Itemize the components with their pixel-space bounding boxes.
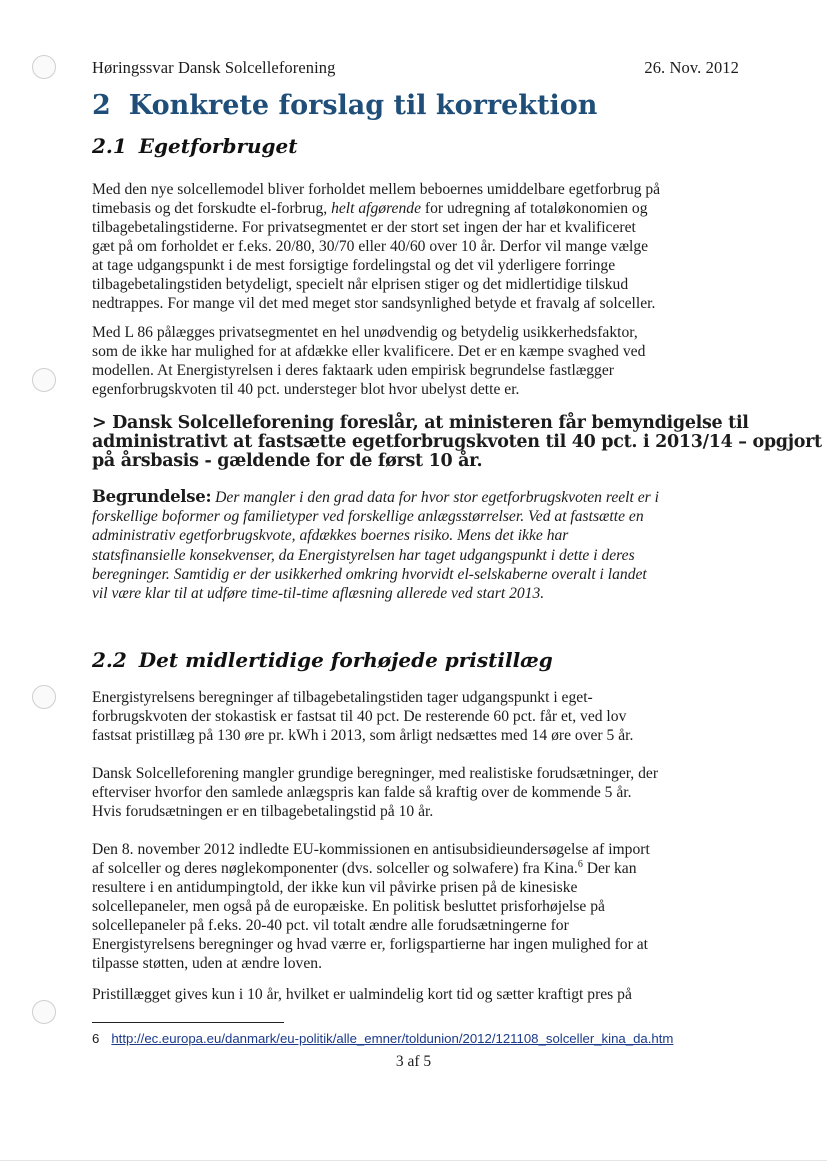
- section-2-1-heading: [92, 134, 297, 158]
- footnote-link[interactable]: http://ec.europa.eu/danmark/eu-politik/alle_emner/toldunion/2012/121108_solceller_kina_da.htm: [111, 1031, 674, 1046]
- text-line: fastsat pristillæg på 130 øre pr. kWh i 2013, som årligt nedsættes med 14 øre over 5 år.: [92, 727, 634, 744]
- paragraph-pristillaeg-4: [92, 985, 742, 1004]
- text-line: Begrundelse: Der mangler i den grad data for hvor stor egetforbrugskvoten reelt er i: [92, 487, 659, 506]
- text-line: administrativ egetforbrugskvote, afdækkes boernes risiko. Mens det ikke har: [92, 527, 569, 545]
- text-line: beregninger. Samtidig er der usikkerhed omkring hvorvidt el-selskaberne overalt i landet: [92, 565, 647, 583]
- text-line: Pristillægget gives kun i 10 år, hvilket er ualmindelig kort tid og sætter kraftigt pres på: [92, 986, 632, 1003]
- section-2-heading: [92, 90, 597, 121]
- binder-hole-3: [32, 685, 56, 709]
- text-line: egenforbrugskvoten til 40 pct. understeger blot hvor ubelyst dette er.: [92, 381, 520, 398]
- binder-hole-4: [32, 1000, 56, 1024]
- section-2-1-title: Egetforbruget: [138, 134, 298, 158]
- justification: [92, 487, 742, 603]
- text-line: vil være klar til at udføre time-til-time aflæsning allerede ved start 2013.: [92, 585, 545, 603]
- section-2-2-title: Det midlertidige forhøjede pristillæg: [138, 648, 553, 672]
- page-bottom-divider: [0, 1160, 827, 1161]
- footnote-reference[interactable]: 6: [577, 858, 583, 870]
- text-line: forskellige boformer og familietyper ved forskellige anlægsstørrelser. Ved at fastsætte en: [92, 508, 644, 526]
- text-line: tilbagebetalingstiderne. For privatsegmentet er der stort set ingen der har et kvalificeret: [92, 219, 636, 236]
- section-2-2-number: 2.2: [92, 648, 127, 672]
- text-line: på årsbasis - gældende for de først 10 år.: [92, 451, 483, 471]
- text-line: gæt på om forholdet er f.eks. 20/80, 30/70 eller 40/60 over 10 år. Derfor vil mange vælge: [92, 238, 649, 255]
- section-2-number: 2: [92, 90, 111, 121]
- text-line: administrativt at fastsætte egetforbrugskvoten til 40 pct. i 2013/14 – opgjort: [92, 432, 822, 452]
- text-line: efterviser hvorfor den samlede anlægspris kan falde så kraftig over de kommende 5 år.: [92, 784, 632, 801]
- binder-hole-1: [32, 55, 56, 79]
- text-line: tilbagebetalingstiden betydeligt, specielt når elprisen stiger og det midlertidige tilskud: [92, 276, 629, 293]
- paragraph-egetforbrug-1: [92, 180, 742, 313]
- text-line: Den 8. november 2012 indledte EU-kommissionen en antisubsidieundersøgelse af import: [92, 841, 650, 858]
- text-line: Med den nye solcellemodel bliver forholdet mellem beboernes umiddelbare egetforbrug på: [92, 181, 661, 198]
- paragraph-pristillaeg-1: [92, 688, 742, 745]
- section-2-title: Konkrete forslag til korrektion: [128, 90, 598, 121]
- page-header: [92, 58, 739, 78]
- paragraph-egetforbrug-2: [92, 323, 742, 399]
- footnote-number: 6: [92, 1031, 100, 1046]
- text-line: timebasis og det forskudte el-forbrug, helt afgørende for udregning af totaløkonomien og: [92, 200, 648, 217]
- text-line: Energistyrelsens beregninger og hvad værre er, forligspartierne har ingen mulighed for at: [92, 936, 648, 953]
- page-number: 3 af 5: [395, 1053, 432, 1070]
- text-line: statsfinansielle konsekvenser, da Energistyrelsen har taget udgangspunkt i dette i deres: [92, 546, 635, 564]
- text-line: modellen. At Energistyrelsen i deres faktaark uden empirisk begrundelse fastlægger: [92, 362, 614, 379]
- proposal-statement: [92, 413, 822, 471]
- paragraph-pristillaeg-3: [92, 840, 742, 973]
- emphasis: helt afgørende: [331, 200, 421, 217]
- binder-hole-2: [32, 368, 56, 392]
- text-line: forbrugskvoten der stokastisk er fastsat til 40 pct. De resterende 60 pct. får et, ved lov: [92, 708, 627, 725]
- text-line: Energistyrelsens beregninger af tilbagebetalingstiden tager udgangspunkt i eget-: [92, 689, 593, 706]
- text-line: af solceller og deres nøglekomponenter (dvs. solceller og solwafere) fra Kina.$^6$ Der kan: [92, 858, 637, 877]
- text-line: som de ikke har mulighed for at afdække eller kvalificere. Det er en kæmpe svaghed ved: [92, 343, 646, 360]
- text-line: Dansk Solcelleforening mangler grundige beregninger, med realistiske forudsætninger, der: [92, 765, 659, 782]
- text-line: solcellepaneler på f.eks. 20-40 pct. vil totalt ændre alle forudsætningerne for: [92, 917, 569, 934]
- footnote-divider: [92, 1022, 284, 1023]
- section-2-1-number: 2.1: [92, 134, 127, 158]
- text-line: at tage udgangspunkt i de mest forsigtige fordelingstal og det vil yderligere forringe: [92, 257, 616, 274]
- text-line: solcellepaneler, men også på de europæiske. En politisk besluttet prisforhøjelse på: [92, 898, 605, 915]
- text-line: Med L 86 pålægges privatsegmentet en hel unødvendig og betydelig usikkerhedsfaktor,: [92, 324, 638, 341]
- text-line: resultere i en antidumpingtold, der ikke kun vil påvirke prisen på de kinesiske: [92, 879, 578, 896]
- justification-label: Begrundelse:: [92, 487, 212, 506]
- text-line: nedtrappes. For mange vil det med meget stor sandsynlighed betyde et fravalg af solceller.: [92, 295, 656, 312]
- footnote: [92, 1031, 673, 1046]
- paragraph-pristillaeg-2: [92, 764, 742, 821]
- text-line: Hvis forudsætningen er en tilbagebetalingstid på 10 år.: [92, 803, 434, 820]
- text-line: tilpasse støtten, uden at ændre loven.: [92, 955, 322, 972]
- text-line: > Dansk Solcelleforening foreslår, at ministeren får bemyndigelse til: [92, 413, 749, 433]
- header-date: 26. Nov. 2012: [644, 58, 739, 77]
- section-2-2-heading: [92, 648, 553, 672]
- header-title: Høringssvar Dansk Solcelleforening: [92, 58, 336, 77]
